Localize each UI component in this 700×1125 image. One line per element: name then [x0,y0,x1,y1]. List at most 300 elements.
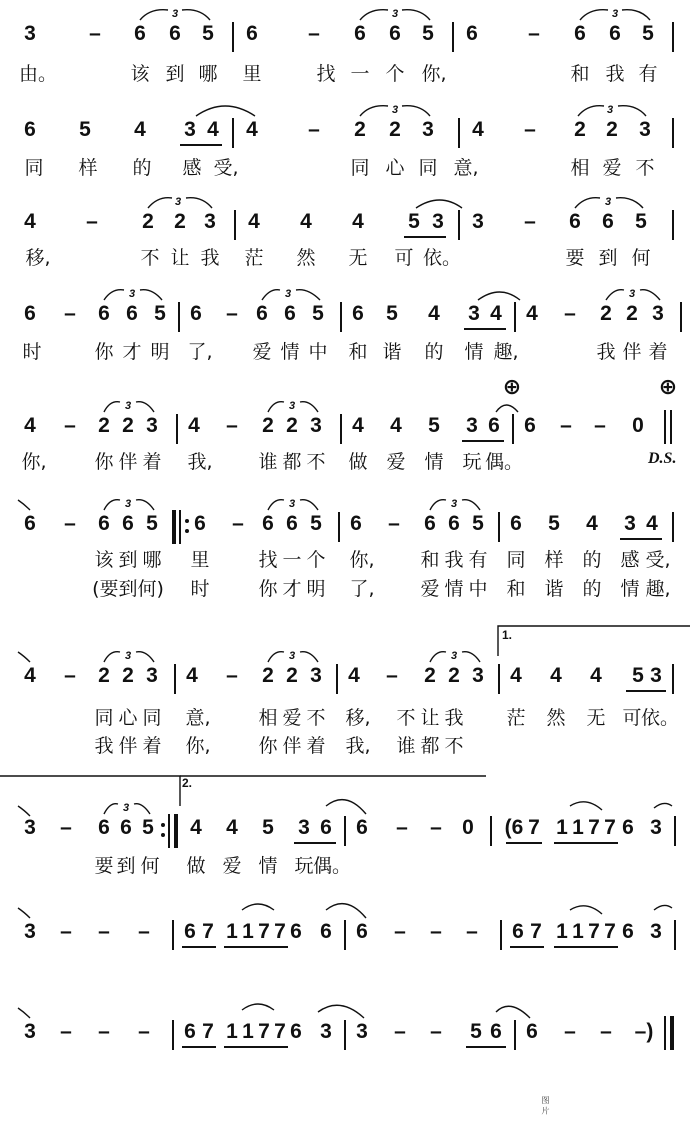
lyric: 做 [348,451,368,473]
lyric: 无 [348,247,368,269]
barline [672,512,674,542]
note: – [64,302,76,325]
system-6 [0,498,700,535]
volta-bracket [0,776,180,806]
lyric: 玩 [294,855,314,877]
lyric: 同 [94,707,114,729]
note: 6 [290,1020,302,1043]
system-5 [0,374,700,437]
note: 5 [386,302,398,325]
note: 1 [572,816,584,839]
beam [626,690,666,692]
note: – [89,22,101,45]
lyric: 个 [306,549,326,571]
note: – [394,1020,406,1043]
note: 2 [286,664,298,687]
note: 3 [310,414,322,437]
note: – [60,816,72,839]
lyric: 我, [345,735,371,757]
note: – [466,920,478,943]
note: 4 [526,302,538,325]
barline [672,22,674,52]
note: – [226,414,238,437]
note: 5 [428,414,440,437]
lyric: 个 [385,63,405,85]
lyric: 了, [349,578,375,600]
lyric: 明 [150,341,170,363]
barline [340,414,342,444]
coda-sign-icon: ⊕ [502,374,522,399]
lyric: 同 [24,157,44,179]
note: (6 [504,816,524,839]
note: 6 [190,302,202,325]
note: – [564,302,576,325]
note: 6 [284,302,296,325]
note: 6 [609,22,621,45]
barline [174,664,176,694]
note: – [138,920,150,943]
volta-label: 1. [502,628,513,642]
triplet-mark: 3 [288,400,296,412]
barline [512,414,514,444]
note: – [60,920,72,943]
triplet-mark: 3 [284,288,292,300]
note: 1 [556,816,568,839]
slur [18,908,30,918]
system-7 [0,628,700,687]
note: – [430,816,442,839]
lyric: 伴 [118,451,138,473]
lyric: 到 [118,549,138,571]
note: 3 [320,1020,332,1043]
repeat-barline [179,510,181,544]
slur [654,803,672,808]
lyric: 爱 [252,341,272,363]
note: 6 [24,118,36,141]
note: 6 [490,1020,502,1043]
note: – [524,118,536,141]
note: 3 [639,118,651,141]
note: 5 [635,210,647,233]
barline [338,512,340,542]
lyric: 我 [94,735,114,757]
lyrics-5 [0,450,700,473]
beam [506,842,542,844]
note: 6 [98,302,110,325]
note: 4 [24,414,36,437]
note: 6 [98,512,110,535]
lyric: 谐 [544,578,564,600]
lyric: 爱 [222,855,242,877]
note: 3 [146,664,158,687]
lyric: 伴 [118,735,138,757]
beam [180,144,222,146]
lyric: 让 [420,707,440,729]
barline [672,210,674,240]
note: 6 [290,920,302,943]
lyric: 受, [645,549,671,571]
lyric: 爱 [282,707,302,729]
note: 3 [624,512,636,535]
note: 6 [350,512,362,535]
lyric: 意, [185,707,211,729]
note: –) [634,1020,654,1043]
note: – [394,920,406,943]
lyric: 的 [582,549,602,571]
lyrics-6a [0,548,700,571]
lyric: 哪 [142,549,162,571]
note: 6 [602,210,614,233]
note: 4 [24,210,36,233]
lyric: 可 [394,247,414,269]
lyric: 伴 [282,735,302,757]
lyric: (要到何) [92,578,164,600]
lyric: 和 [570,63,590,85]
note: 2 [600,302,612,325]
slur [242,1004,274,1010]
barline [172,920,174,950]
triplet-mark: 3 [124,650,132,662]
lyric: 偶。 [484,451,524,473]
note: 3 [24,920,36,943]
note: 2 [174,210,186,233]
note: 3 [652,302,664,325]
barline [674,920,676,950]
note: 7 [528,816,540,839]
lyric: 该 [94,549,114,571]
note: 5 [310,512,322,535]
triplet-mark: 3 [174,196,182,208]
lyric: 趣, [493,341,519,363]
note: 6 [256,302,268,325]
note: 7 [258,1020,270,1043]
lyric: 你, [21,451,47,473]
note: 1 [226,920,238,943]
note: 5 [548,512,560,535]
lyric: 到 [598,247,618,269]
note: 4 [390,414,402,437]
beam [182,946,216,948]
note: 3 [356,1020,368,1043]
lyric: 我 [444,707,464,729]
note: 5 [470,1020,482,1043]
barline [672,664,674,694]
barline [498,512,500,542]
volta-bracket [498,626,690,656]
note: 4 [348,664,360,687]
note: 6 [424,512,436,535]
note: 6 [286,512,298,535]
barline [514,1020,516,1050]
system-9 [0,920,700,943]
lyric: 爱 [602,157,622,179]
lyric: 都 [420,735,440,757]
lyric: 情 [620,578,640,600]
slur [318,1005,364,1018]
slur [570,906,602,914]
lyric: 都 [282,451,302,473]
lyric: 和 [348,341,368,363]
note: 7 [202,1020,214,1043]
lyric: 同 [350,157,370,179]
lyric: 的 [582,578,602,600]
lyric: 茫 [244,247,264,269]
lyrics-7b [0,734,700,757]
note: 6 [512,920,524,943]
note: 1 [242,920,254,943]
note: 7 [274,920,286,943]
lyric: 伴 [622,341,642,363]
slur [416,200,462,208]
note: 2 [98,664,110,687]
barline [232,118,234,148]
note: 6 [169,22,181,45]
barline [490,816,492,846]
lyric: 爱 [386,451,406,473]
system-1 [0,8,700,45]
lyric: 我, [187,451,213,473]
note: – [226,664,238,687]
barline [344,816,346,846]
note: 2 [286,414,298,437]
lyrics-6b [0,577,700,600]
lyric: 玩 [462,451,482,473]
note: – [64,664,76,687]
note: 7 [588,816,600,839]
lyric: 谐 [382,341,402,363]
note: 6 [126,302,138,325]
beam [224,1046,288,1048]
note: 6 [389,22,401,45]
lyric: 不 [444,735,464,757]
repeat-barline [168,814,170,848]
lyric: 依。 [422,247,462,269]
note: 6 [98,816,110,839]
lyric: 然 [546,707,566,729]
lyric: 让 [170,247,190,269]
slur [326,800,366,814]
note: 5 [146,512,158,535]
lyric: 不 [635,157,655,179]
barline [458,210,460,240]
note: 5 [472,512,484,535]
system-10 [0,1020,700,1043]
slur [196,106,255,116]
beam [182,1046,216,1048]
triplet-mark: 3 [391,104,399,116]
note: 7 [604,816,616,839]
note: 6 [184,1020,196,1043]
lyric: 哪 [198,63,218,85]
lyric: 趣, [645,578,671,600]
slur [242,904,274,910]
note: 6 [488,414,500,437]
repeat-barline [174,814,178,848]
note: 2 [122,414,134,437]
lyric: 茫 [506,707,526,729]
note: 4 [510,664,522,687]
note: 1 [556,920,568,943]
note: 2 [448,664,460,687]
note: 3 [472,210,484,233]
note: 5 [142,816,154,839]
note: 6 [134,22,146,45]
system-3 [0,196,700,233]
note: 0 [632,414,644,437]
barline [672,118,674,148]
slur [18,500,30,510]
note: 3 [650,920,662,943]
note: 5 [312,302,324,325]
note: – [138,1020,150,1043]
note: 5 [79,118,91,141]
lyric: 才 [282,578,302,600]
system-8 [0,776,700,839]
note: 2 [424,664,436,687]
note: – [594,414,606,437]
lyric: 同 [418,157,438,179]
lyric: 着 [142,451,162,473]
note: 5 [632,664,644,687]
triplet-mark: 3 [604,196,612,208]
note: – [226,302,238,325]
lyric: 时 [22,341,42,363]
lyric: 着 [142,735,162,757]
slur [496,405,518,412]
barline [344,1020,346,1050]
lyric: 到 [165,63,185,85]
beam [404,236,446,238]
lyric: 中 [468,578,488,600]
lyric: 心 [385,157,405,179]
lyric: 你, [349,549,375,571]
slur [18,806,30,816]
note: 1 [242,1020,254,1043]
note: 4 [428,302,440,325]
lyric: 偶。 [312,855,352,877]
note: 5 [202,22,214,45]
note: 6 [354,22,366,45]
note: 6 [356,920,368,943]
note: 2 [574,118,586,141]
lyric: 情 [464,341,484,363]
lyric: 同 [142,707,162,729]
note: – [396,816,408,839]
beam [464,328,506,330]
lyric: 感 [620,549,640,571]
note: – [430,920,442,943]
note: 3 [24,22,36,45]
repeat-dot [185,519,189,523]
volta-label: 2. [182,776,193,790]
note: 2 [262,664,274,687]
coda-sign-icon: ⊕ [658,374,678,399]
note: 4 [300,210,312,233]
note: 4 [186,664,198,687]
lyric: 谁 [258,451,278,473]
note: 5 [422,22,434,45]
triplet-mark: 3 [450,650,458,662]
note: – [524,210,536,233]
note: 4 [550,664,562,687]
note: 3 [466,414,478,437]
lyric: 爱 [420,578,440,600]
note: 6 [622,920,634,943]
barline [680,302,682,332]
barline [172,1020,174,1050]
beam [466,1046,506,1048]
final-barline [664,1016,666,1050]
repeat-dot [161,833,165,837]
lyric: 移, [345,707,371,729]
lyric: 中 [308,341,328,363]
system-4 [0,288,700,325]
barline [336,664,338,694]
lyric: 不 [396,707,416,729]
note: 4 [207,118,219,141]
note: 6 [184,920,196,943]
triplet-mark: 3 [611,8,619,20]
beam [554,946,618,948]
lyric: 我 [200,247,220,269]
footer-mark: 图 片 [541,1096,550,1115]
note: 3 [24,816,36,839]
note: 6 [524,414,536,437]
note: 6 [120,816,132,839]
note: 3 [650,664,662,687]
lyrics-3 [0,246,700,269]
note: 2 [98,414,110,437]
note: 2 [262,414,274,437]
lyric: 情 [424,451,444,473]
lyric: 情 [444,578,464,600]
note: 6 [320,816,332,839]
note: 6 [122,512,134,535]
barline [498,664,500,694]
note: 6 [574,22,586,45]
lyric: 一 [282,549,302,571]
note: 6 [466,22,478,45]
lyric: 何 [140,855,160,877]
barline [458,118,460,148]
note: 4 [590,664,602,687]
triplet-mark: 3 [450,498,458,510]
lyric: 不 [306,451,326,473]
note: 2 [354,118,366,141]
lyric: 由。 [18,63,58,85]
note: 5 [408,210,420,233]
lyric: 你 [258,735,278,757]
lyric: 受, [213,157,239,179]
lyric: 相 [258,707,278,729]
note: 5 [262,816,274,839]
lyrics-7a [0,706,700,729]
note: 4 [472,118,484,141]
barline [178,302,180,332]
note: 6 [246,22,258,45]
note: 6 [24,302,36,325]
note: – [86,210,98,233]
note: 3 [204,210,216,233]
lyric: 你 [94,451,114,473]
barline [340,302,342,332]
note: – [528,22,540,45]
triplet-mark: 3 [124,498,132,510]
note: 6 [448,512,460,535]
slur [478,292,520,300]
beam [294,842,336,844]
note: 4 [248,210,260,233]
